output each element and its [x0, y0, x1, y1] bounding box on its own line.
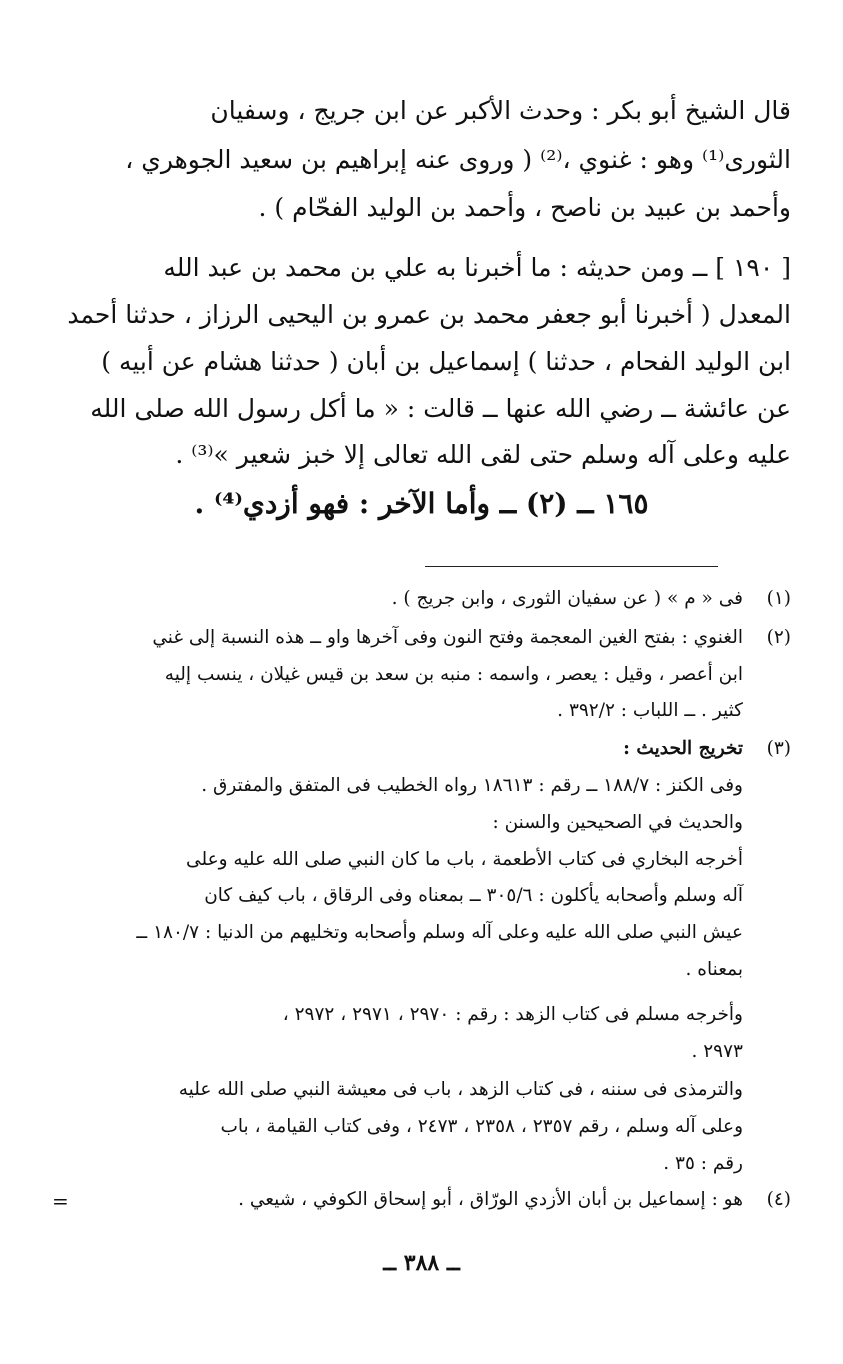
footnote-3-line10: وعلى آله وسلم ، رقم ٢٣٥٧ ، ٢٣٥٨ ، ٢٤٧٣ ، وفى كتاب القيامة ، باب	[220, 1116, 743, 1137]
footnote-3-line11: رقم : ٣٥ .	[663, 1153, 743, 1174]
footnote-3-line3: أخرجه البخاري فى كتاب الأطعمة ، باب ما كان النبي صلى الله عليه وعلى	[186, 849, 743, 870]
para2-line3: ابن الوليد الفحام ، حدثنا ) إسماعيل بن أبان ( حدثنا هشام عن أبيه )	[101, 347, 791, 376]
footnote-3-line4: آله وسلم وأصحابه يأكلون : ٣٠٥/٦ ــ بمعناه وفى الرقاق ، باب كيف كان	[204, 885, 743, 906]
para1-line3: وأحمد بن عبيد بن ناصح ، وأحمد بن الوليد الفحّام ) .	[258, 193, 791, 222]
footnote-2-line2: ابن أعصر ، وقيل : يعصر ، واسمه : منبه بن سعد بن قيس غيلان ، ينسب إليه	[164, 664, 743, 685]
para2-line4: عن عائشة ــ رضي الله عنها ــ قالت : « ما أكل رسول الله صلى الله	[90, 394, 791, 423]
continuation-mark: =	[52, 1189, 69, 1213]
footnote-3-line9: والترمذى فى سننه ، فى كتاب الزهد ، باب فى معيشة النبي صلى الله عليه	[178, 1079, 743, 1100]
footnote-number: (٢)	[766, 627, 791, 648]
para1-line1: قال الشيخ أبو بكر : وحدث الأكبر عن ابن جريج ، وسفيان	[210, 96, 791, 125]
footnote-3-line7: وأخرجه مسلم فى كتاب الزهد : رقم : ٢٩٧٠ ، ٢٩٧١ ، ٢٩٧٢ ،	[282, 1004, 743, 1025]
footnote-number: (٣)	[766, 738, 791, 759]
footnote-3-line6: بمعناه .	[685, 959, 743, 980]
section-heading: ١٦٥ ــ (٢) ــ وأما الآخر : فهو أزدي⁽⁴⁾ .	[194, 487, 649, 520]
footnote-1-text: فى « م » ( عن سفيان الثورى ، وابن جريج ) .	[391, 588, 743, 609]
footnote-3-line1: وفى الكنز : ١٨٨/٧ ــ رقم : ١٨٦١٣ رواه الخطيب فى المتفق والمفترق .	[201, 775, 743, 796]
footnote-number: (٤)	[766, 1189, 791, 1210]
footnote-divider	[425, 566, 718, 567]
footnote-2-line3: كثير . ــ اللباب : ٣٩٢/٢ .	[557, 700, 743, 721]
footnote-3-title: تخريج الحديث :	[623, 738, 743, 759]
para2-line2: المعدل ( أخبرنا أبو جعفر محمد بن عمرو بن اليحيى الرزاز ، حدثنا أحمد	[67, 300, 791, 329]
para1-line2: الثورى⁽¹⁾ وهو : غنوي ،⁽²⁾ ( وروى عنه إبراهيم بن سعيد الجوهري ،	[125, 145, 791, 174]
footnote-3-line5: عيش النبي صلى الله عليه وعلى آله وسلم وأصحابه وتخليهم من الدنيا : ١٨٠/٧ ــ	[136, 922, 743, 943]
footnote-2-line1: الغنوي : بفتح الغين المعجمة وفتح النون وفى آخرها واو ــ هذه النسبة إلى غني	[152, 627, 743, 648]
footnote-number: (١)	[766, 588, 791, 609]
footnote-3-line8: ٢٩٧٣ .	[691, 1041, 743, 1062]
footnote-4-text: هو : إسماعيل بن أبان الأزدي الورّاق ، أبو إسحاق الكوفي ، شيعي .	[238, 1189, 743, 1210]
footnote-3-line2: والحديث في الصحيحين والسنن :	[492, 812, 743, 833]
para2-line1: [ ١٩٠ ] ــ ومن حديثه : ما أخبرنا به علي بن محمد بن عبد الله	[163, 253, 791, 282]
para2-line5: عليه وعلى آله وسلم حتى لقى الله تعالى إلا خبز شعير »⁽³⁾ .	[175, 440, 791, 469]
page-number: ــ ٣٨٨ ــ	[383, 1250, 460, 1276]
